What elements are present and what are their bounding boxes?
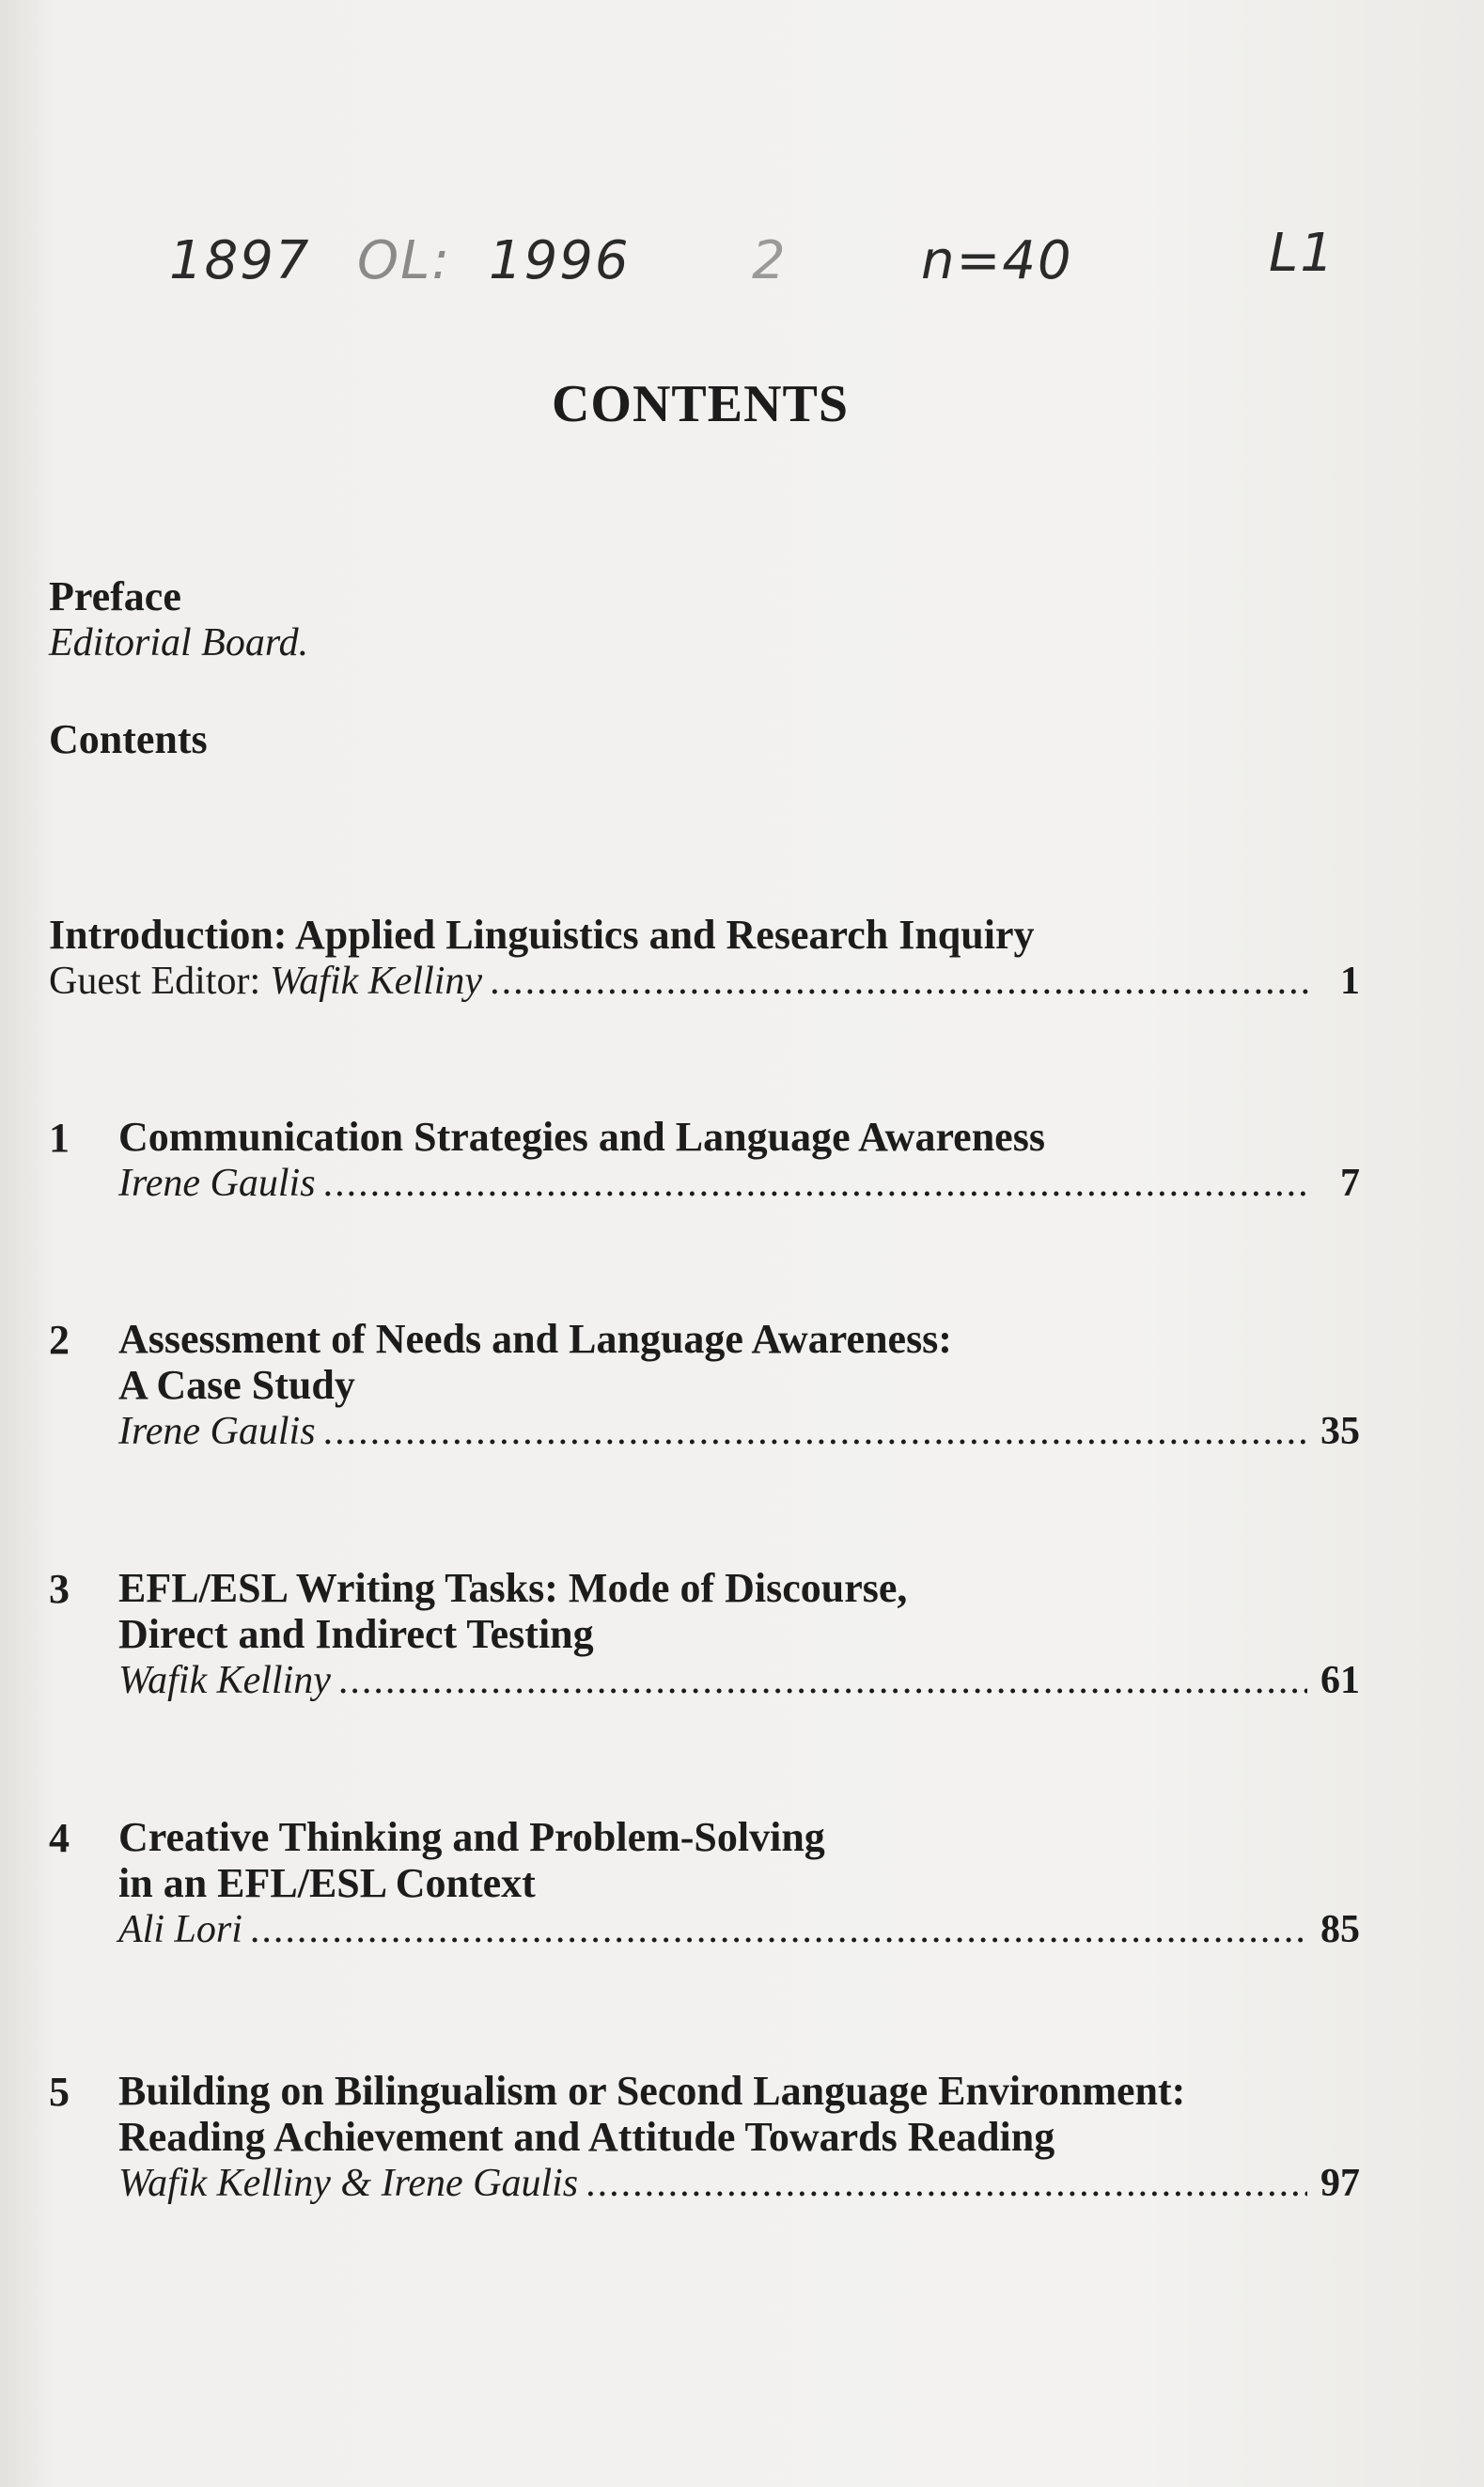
chapter-title-line: A Case Study <box>118 1362 355 1408</box>
chapter-body <box>118 2068 1360 2207</box>
preface-label: Preface <box>49 573 181 619</box>
handwritten-note: 2 <box>752 230 788 291</box>
chapter-byline <box>118 1657 1360 1704</box>
chapter-entry <box>49 1814 1360 1953</box>
introduction-entry <box>49 912 1360 1005</box>
handwritten-note: L1 <box>1269 223 1336 284</box>
preface-author: Editorial Board. <box>49 621 309 665</box>
chapter-byline <box>118 1408 1360 1455</box>
chapter-byline <box>118 1160 1360 1207</box>
chapter-body <box>118 1114 1360 1207</box>
chapter-number: 3 <box>49 1566 70 1612</box>
chapter-number: 1 <box>49 1115 70 1161</box>
chapter-number: 4 <box>49 1815 70 1861</box>
page-number: 1 <box>1340 960 1360 1003</box>
preface-section <box>49 573 1365 665</box>
chapter-number: 2 <box>49 1317 70 1363</box>
leader-dots <box>338 1657 1307 1704</box>
chapter-title-line: in an EFL/ESL Context <box>118 1860 536 1906</box>
chapter-author: Irene Gaulis <box>118 1410 316 1453</box>
page-number: 7 <box>1340 1162 1360 1205</box>
leader-dots <box>490 958 1309 1005</box>
handwritten-annotation <box>150 223 1372 315</box>
page-number: 35 <box>1320 1410 1360 1453</box>
leader-dots <box>586 2160 1307 2207</box>
chapter-title-line: Direct and Indirect Testing <box>118 1611 594 1657</box>
chapter-author: Wafik Kelliny <box>118 1659 331 1702</box>
chapter-title-line: Reading Achievement and Attitude Towards Reading <box>118 2114 1055 2160</box>
chapter-byline <box>118 1906 1360 1953</box>
handwritten-note: 1996 <box>489 230 631 291</box>
chapter-title-line: Creative Thinking and Problem-Solving <box>118 1814 825 1860</box>
contents-section <box>49 716 1365 763</box>
chapter-title-line: Assessment of Needs and Language Awareness: <box>118 1316 952 1362</box>
page-number: 85 <box>1320 1908 1360 1951</box>
handwritten-note: n=40 <box>921 230 1073 291</box>
leader-dots <box>323 1160 1309 1207</box>
editor-name: Wafik Kelliny <box>270 960 483 1003</box>
page-number: 61 <box>1320 1659 1360 1702</box>
chapter-entry <box>49 1114 1360 1207</box>
chapter-title-line: Building on Bilingualism or Second Language Environment: <box>118 2068 1186 2114</box>
leader-dots <box>323 1408 1307 1455</box>
chapter-entry <box>49 1565 1360 1704</box>
contents-label: Contents <box>49 716 208 762</box>
chapter-body <box>118 1814 1360 1953</box>
chapter-author: Wafik Kelliny & Irene Gaulis <box>118 2162 579 2205</box>
handwritten-note: 1897 <box>169 230 311 291</box>
chapter-entry <box>49 2068 1360 2207</box>
page-number: 97 <box>1320 2162 1360 2205</box>
chapter-entry <box>49 1316 1360 1455</box>
chapter-body <box>118 1565 1360 1704</box>
chapter-body <box>118 1316 1360 1455</box>
chapter-number: 5 <box>49 2069 70 2115</box>
editor-prefix: Guest Editor: <box>49 960 261 1003</box>
leader-dots <box>250 1906 1307 1953</box>
chapter-title-line: Communication Strategies and Language Awareness <box>118 1114 1045 1160</box>
chapter-title-line: EFL/ESL Writing Tasks: Mode of Discourse, <box>118 1565 908 1611</box>
chapter-author: Ali Lori <box>118 1908 242 1951</box>
chapter-author: Irene Gaulis <box>118 1162 316 1205</box>
introduction-byline <box>49 958 1360 1005</box>
page-title: CONTENTS <box>551 375 850 433</box>
handwritten-note: OL: <box>357 230 452 291</box>
chapter-byline <box>118 2160 1360 2207</box>
introduction-title: Introduction: Applied Linguistics and Research Inquiry <box>49 912 1035 958</box>
